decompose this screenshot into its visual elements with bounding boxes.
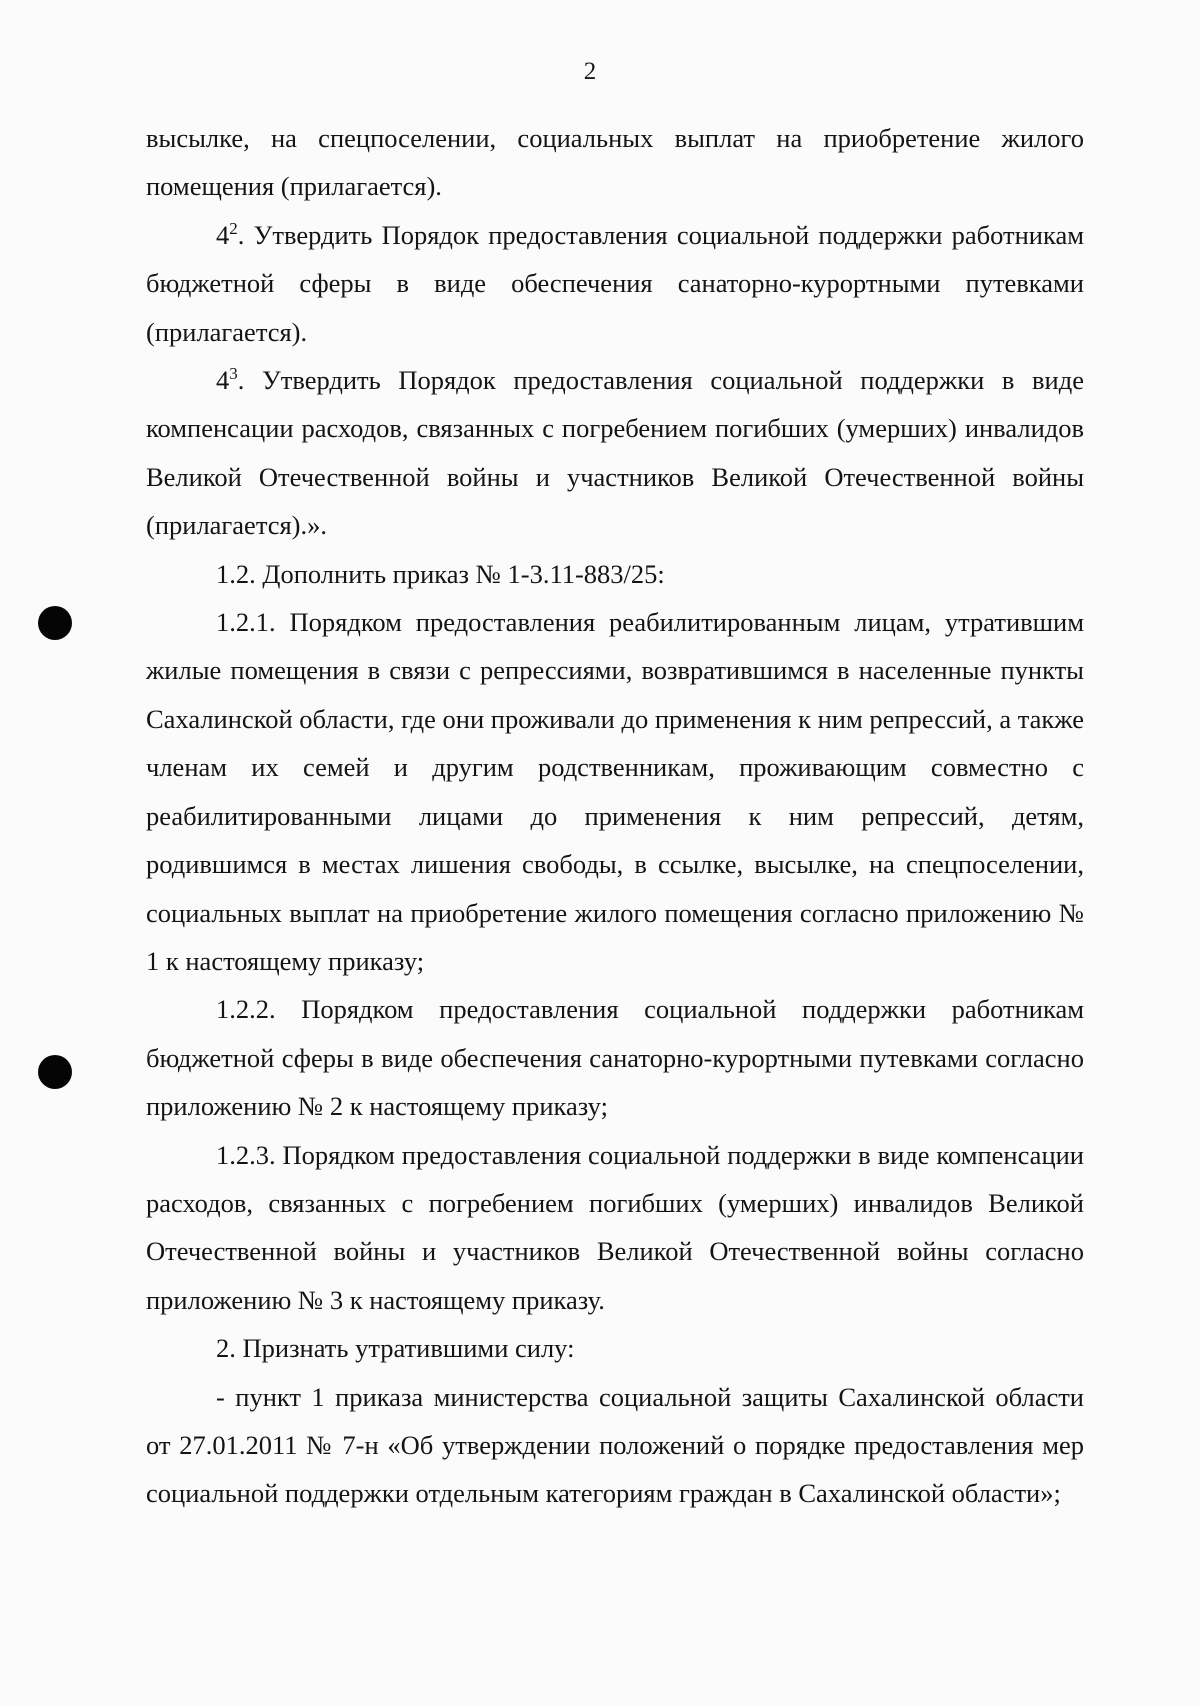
page-number: 2 <box>583 58 597 85</box>
paragraph-4-3 <box>146 356 1084 550</box>
paragraph-text: 1.2.3. Порядком предоставления социальной поддержки в виде компенсации расходов, связанных с погребением погибших (умерших) инвалидов Великой Отечественной войны и участников Великой Отечественной войны согласно приложению № 3 к настоящему приказу. <box>146 1139 1084 1315</box>
item-number: 4 <box>216 365 230 396</box>
item-number: 4 <box>216 219 230 250</box>
paragraph-1-2-1 <box>146 598 1084 985</box>
paragraph-text: высылке, на спецпоселении, социальных выплат на приобретение жилого помещения (прилагается). <box>146 123 1084 202</box>
punch-hole-mark <box>38 606 72 640</box>
item-number-suffix: . <box>237 365 262 396</box>
paragraph-text: Утвердить Порядок предоставления социальной поддержки в виде компенсации расходов, связанных с погребением погибших (умерших) инвалидов Великой Отечественной войны и участников Великой Отечественной войны (прилагается).». <box>146 365 1084 541</box>
paragraph-4-2 <box>146 211 1084 356</box>
paragraph-1-2-2 <box>146 985 1084 1130</box>
paragraph-text: 1.2.2. Порядком предоставления социальной поддержки работникам бюджетной сферы в виде обеспечения санаторно-курортными путевками согласно приложению № 2 к настоящему приказу; <box>146 994 1084 1122</box>
paragraph-text: 2. Признать утратившими силу: <box>216 1333 575 1364</box>
paragraph-2-a <box>146 1373 1084 1518</box>
paragraph-1-2-3 <box>146 1131 1084 1325</box>
item-number-superscript: 3 <box>229 364 238 384</box>
item-number-suffix: . <box>237 219 254 250</box>
paragraph-text: 1.2.1. Порядком предоставления реабилитированным лицам, утратившим жилые помещения в связи с репрессиями, возвратившимся в населенные пункты Сахалинской области, где они проживали до применения к ним репрессий, а также членам их семей и другим родственникам, проживающим совместно с реабилитированными лицами до применения к ним репрессий, детям, родившимся в местах лишения свободы, в ссылке, высылке, на спецпоселении, социальных выплат на приобретение жилого помещения согласно приложению № 1 к настоящему приказу; <box>146 607 1084 976</box>
paragraph-text: Утвердить Порядок предоставления социальной поддержки работникам бюджетной сферы в виде обеспечения санаторно-курортными путевками (прилагается). <box>146 219 1084 347</box>
punch-hole-mark <box>38 1055 72 1089</box>
paragraph-text: - пункт 1 приказа министерства социальной защиты Сахалинской области от 27.01.2011 № 7-н «Об утверждении положений о порядке предоставления мер социальной поддержки отдельным категориям граждан в Сахалинской области»; <box>146 1381 1084 1509</box>
paragraph-cont <box>146 114 1084 211</box>
paragraph-text: 1.2. Дополнить приказ № 1-3.11-883/25: <box>216 558 665 589</box>
paragraph-1-2 <box>146 550 1084 598</box>
paragraph-2 <box>146 1324 1084 1372</box>
item-number-superscript: 2 <box>229 218 238 238</box>
document-body <box>146 114 1084 1518</box>
